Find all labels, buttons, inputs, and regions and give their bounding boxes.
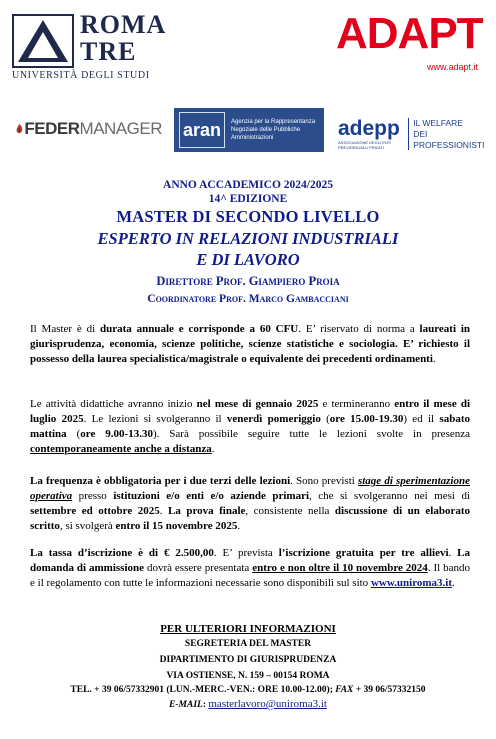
p2-remote: contemporaneamente anche a distanza xyxy=(30,443,212,455)
p1-degrees: laureati in giurisprudenza, economia, scienze politiche, scienze statistiche e sociologia xyxy=(30,323,471,350)
department: DIPARTIMENTO DI GIURISPRUDENZA xyxy=(159,655,337,665)
paragraph-attendance xyxy=(30,474,470,534)
adepp-tagline-1: IL WELFARE xyxy=(413,117,463,128)
p2-end: entro il mese di luglio 2025 xyxy=(30,398,471,425)
adepp-small-text: ASSOCIAZIONE DEGLI ENTI PREVIDENZIALI PRIVATI xyxy=(338,140,392,150)
p4-free-places: l’iscrizione gratuita per tre allievi xyxy=(278,547,449,559)
roma-word: ROMA xyxy=(80,10,167,39)
adepp-word: adepp xyxy=(338,117,400,140)
p4-application-deadline: entro e non oltre il 10 novembre 2024 xyxy=(252,562,428,574)
p4-text: . Il bando e il regolamento con tutte le informazioni necessarie sono disponibili sul sito xyxy=(30,562,470,589)
p2-text: ). Sarà possibile seguire tutte le lezioni svolte in presenza xyxy=(152,428,470,440)
email-link[interactable]: masterlavoro@uniroma3.it xyxy=(208,698,327,710)
info-title: PER ULTERIORI INFORMAZIONI xyxy=(160,623,336,635)
p2-text: Le attività didattiche avranno inizio xyxy=(30,398,197,410)
adapt-logo xyxy=(336,9,483,74)
paragraph-overview xyxy=(30,322,470,367)
p4-text: . E’ prevista xyxy=(213,547,279,559)
p4-text: . xyxy=(452,577,455,589)
email-sep: : xyxy=(202,700,209,710)
p2-start: nel mese di gennaio 2025 xyxy=(196,398,319,410)
adapt-url: www.adapt.it xyxy=(426,62,478,72)
p2-text: ) ed il xyxy=(403,413,440,425)
p3-text: . xyxy=(159,505,168,517)
p1-text: . xyxy=(432,353,436,365)
p3-institutions: istituzioni e/o enti e/o aziende primari xyxy=(113,490,310,502)
tre-word: TRE xyxy=(80,37,137,66)
p2-text: . Le lezioni si svolgeranno il xyxy=(83,413,227,425)
secretariat: SEGRETERIA DEL MASTER xyxy=(184,639,312,649)
federmanager-part2: MANAGER xyxy=(79,119,162,138)
universita-subtitle: UNIVERSITÀ DEGLI STUDI xyxy=(12,70,150,81)
roma-tre-emblem-icon xyxy=(12,14,74,68)
p2-saturday: sabato mattina xyxy=(30,413,470,440)
p2-text: ( xyxy=(320,413,330,425)
roma-tre-logo xyxy=(12,12,184,82)
p3-text: presso xyxy=(72,490,114,502)
p4-text: dovrà essere presentata xyxy=(144,562,253,574)
p1-requirement: . E’ richiesto il possesso della laurea specialistica/magistrale o equivalente dei precedenti ordinamenti xyxy=(30,338,470,365)
p2-text: e termineranno xyxy=(318,398,395,410)
p3-text: . xyxy=(237,520,241,532)
aran-word: aran xyxy=(182,119,222,140)
federmanager-logo xyxy=(14,118,162,140)
email-label: E-MAIL xyxy=(169,700,203,710)
p3-attendance: La frequenza è obbligatoria per i due terzi delle lezioni xyxy=(30,475,291,487)
p3-text: , si svolgerà xyxy=(59,520,116,532)
federmanager-flame-icon xyxy=(14,119,24,139)
paragraph-schedule xyxy=(30,397,470,457)
adapt-word: ADAPT xyxy=(336,9,483,58)
director: Direttore Prof. Giampiero Proia xyxy=(156,274,340,288)
p3-text: , che si svolgeranno nei mesi di xyxy=(309,490,470,502)
phone-fax-line xyxy=(0,684,496,697)
uniroma3-link[interactable]: www.uniroma3.it xyxy=(370,577,453,589)
aran-description: Agenzia per la Rappresentanza Negoziale delle Pubbliche Amministrazioni xyxy=(231,119,316,141)
master-subtitle-1: ESPERTO IN RELAZIONI INDUSTRIALI xyxy=(97,229,399,248)
aran-logo xyxy=(174,108,324,152)
p3-final-exam: La prova finale xyxy=(167,505,246,517)
master-title: MASTER DI SECONDO LIVELLO xyxy=(116,207,380,226)
adepp-logo xyxy=(338,114,488,154)
email-line xyxy=(0,698,496,712)
p2-text: . xyxy=(211,443,215,455)
paragraph-fees xyxy=(30,546,470,591)
address: VIA OSTIENSE, N. 159 – 00154 ROMA xyxy=(166,671,330,681)
p3-stage-months: settembre ed ottobre 2025 xyxy=(30,505,160,517)
adepp-tagline-2: DEI PROFESSIONISTI xyxy=(413,128,485,150)
fax-label: FAX xyxy=(335,685,354,695)
p2-text: ( xyxy=(66,428,81,440)
p2-friday-hours: ore 15.00-19.30 xyxy=(329,413,404,425)
p1-text: . E’ riservato di norma a xyxy=(298,323,420,335)
coordinator: Coordinatore Prof. Marco Gambacciani xyxy=(147,293,349,305)
p3-text: . Sono previsti xyxy=(290,475,358,487)
p2-saturday-hours: ore 9.00-13.30 xyxy=(80,428,153,440)
p3-thesis: discussione di un elaborato scritto xyxy=(30,505,470,532)
phone: TEL. + 39 06/57332901 (LUN.-MERC.-VEN.: ORE 10.00-12.00); xyxy=(70,685,336,695)
p4-application: La domanda di ammissione xyxy=(30,547,471,574)
edition: 14^ EDIZIONE xyxy=(208,193,288,205)
p1-text: Il Master è di xyxy=(30,323,101,335)
academic-year: ANNO ACCADEMICO 2024/2025 xyxy=(163,179,333,191)
p3-stage: stage di sperimentazione operativa xyxy=(30,475,470,502)
p4-text: . xyxy=(448,547,458,559)
adepp-divider xyxy=(408,118,409,150)
fax: + 39 06/57332150 xyxy=(353,685,426,695)
p2-friday: venerdì pomeriggio xyxy=(226,413,321,425)
p3-deadline: entro il 15 novembre 2025 xyxy=(115,520,238,532)
p4-fee: La tassa d’iscrizione è di € 2.500,00 xyxy=(30,547,214,559)
p3-text: , consistente nella xyxy=(245,505,335,517)
p1-duration: durata annuale e corrisponde a 60 CFU xyxy=(100,323,299,335)
master-subtitle-2: E DI LAVORO xyxy=(196,250,300,269)
federmanager-part1: FEDER xyxy=(24,119,80,138)
